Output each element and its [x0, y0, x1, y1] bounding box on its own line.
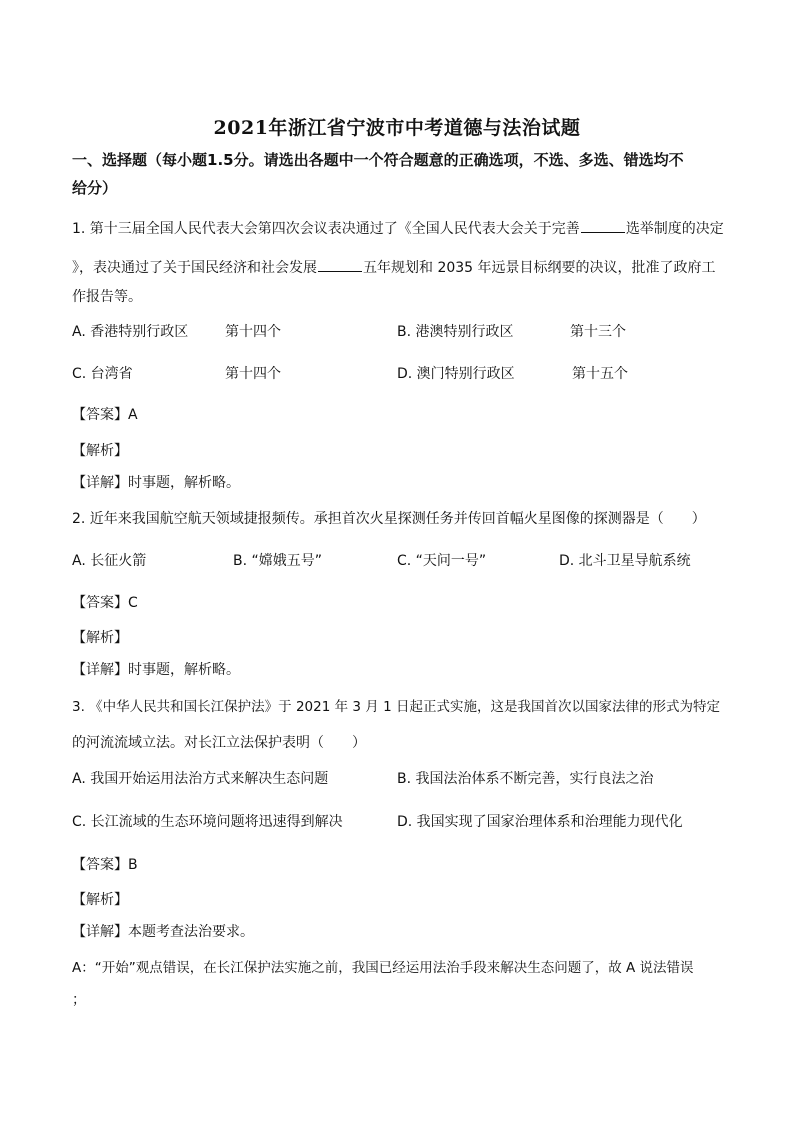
q2-option-c: C. “天问一号”: [397, 553, 487, 569]
q1-answer: [72, 405, 138, 425]
q1-detail: 【详解】时事题，解析略。: [72, 475, 240, 491]
q1-option-b-name: B. 港澳特别行政区: [397, 324, 514, 340]
q3-option-d: D. 我国实现了国家治理体系和治理能力现代化: [397, 814, 683, 830]
answer-value: C: [128, 595, 138, 611]
q3-analysis: 【解析】: [72, 892, 128, 908]
q2-option-a: A. 长征火箭: [72, 553, 147, 569]
q1-stem-text-3: 》，表决通过了关于国民经济和社会发展: [72, 260, 317, 276]
q3-option-c: C. 长江流域的生态环境问题将迅速得到解决: [72, 814, 343, 830]
page-title: 2021年浙江省宁波市中考道德与法治试题: [213, 117, 581, 139]
section-heading-line-1: 一、选择题（每小题1.5分。请选出各题中一个符合题意的正确选项，不选、多选、错选均不: [72, 151, 684, 169]
q2-option-d: D. 北斗卫星导航系统: [559, 553, 691, 569]
q1-stem-text-4: 五年规划和 2035 年远景目标纲要的决议，批准了政府工: [363, 260, 716, 276]
q2-detail: 【详解】时事题，解析略。: [72, 662, 240, 678]
q1-stem-line-2: [72, 257, 716, 278]
q1-option-c-plan: 第十四个: [225, 366, 281, 382]
q3-explain-a-tail: ；: [72, 992, 86, 1008]
q3-option-a: A. 我国开始运用法治方式来解决生态问题: [72, 771, 329, 787]
q1-option-d-plan: 第十五个: [572, 366, 628, 382]
answer-label: 【答案】: [72, 595, 128, 611]
answer-value: A: [128, 407, 138, 423]
section-heading: [72, 146, 732, 202]
q3-detail: 【详解】本题考查法治要求。: [72, 924, 254, 940]
q1-option-c-name: C. 台湾省: [72, 366, 133, 382]
answer-label: 【答案】: [72, 857, 128, 873]
q1-stem-text-1: 1. 第十三届全国人民代表大会第四次会议表决通过了《全国人民代表大会关于完善: [72, 221, 580, 237]
q3-stem-line-2: 的河流流域立法。对长江立法保护表明（ ）: [72, 735, 366, 751]
q1-option-d-name: D. 澳门特别行政区: [397, 366, 515, 382]
q2-answer: [72, 593, 138, 613]
q3-stem-line-1: 3. 《中华人民共和国长江保护法》于 2021 年 3 月 1 日起正式实施，这是我国首次以国家法律的形式为特定: [72, 699, 720, 715]
answer-label: 【答案】: [72, 407, 128, 423]
section-heading-line-2: 给分）: [72, 179, 118, 197]
answer-blank: [581, 218, 625, 233]
q1-stem-line-3: 作报告等。: [72, 289, 142, 305]
q1-option-b-plan: 第十三个: [570, 324, 626, 340]
q1-analysis: 【解析】: [72, 443, 128, 459]
q2-stem: 2. 近年来我国航空航天领域捷报频传。承担首次火星探测任务并传回首幅火星图像的探测器是（ ）: [72, 511, 706, 527]
q2-option-b: B. “嫦娥五号”: [233, 553, 323, 569]
q1-stem-line-1: [72, 218, 724, 239]
q1-option-a-plan: 第十四个: [225, 324, 281, 340]
q1-option-a-name: A. 香港特别行政区: [72, 324, 189, 340]
q2-analysis: 【解析】: [72, 630, 128, 646]
q3-answer: [72, 855, 138, 875]
answer-value: B: [128, 857, 138, 873]
q3-option-b: B. 我国法治体系不断完善，实行良法之治: [397, 771, 654, 787]
answer-blank: [318, 257, 362, 272]
q1-stem-text-2: 选举制度的决定: [625, 221, 724, 237]
q3-explain-a: A：“开始”观点错误，在长江保护法实施之前，我国已经运用法治手段来解决生态问题了，故 A 说法错误: [72, 960, 694, 976]
